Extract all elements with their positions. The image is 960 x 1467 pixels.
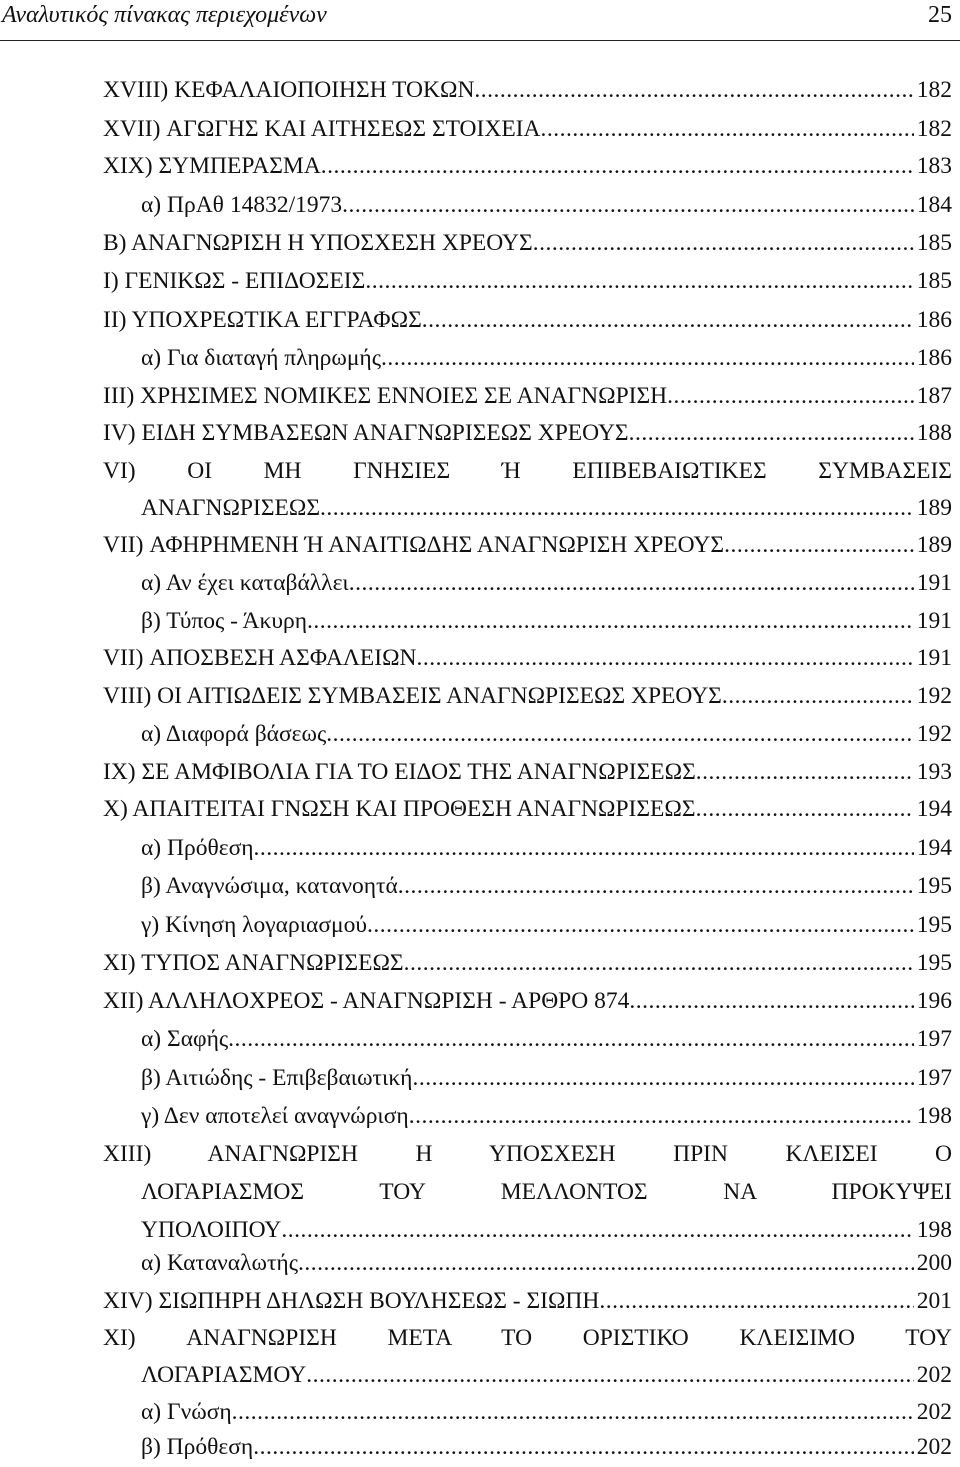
toc-entry: [103, 791, 952, 827]
toc-entry: [141, 603, 952, 639]
toc-entry-label: α) Σαφής: [141, 1026, 229, 1052]
toc-entry: [103, 678, 952, 714]
toc-entry-label: γ) Κίνηση λογαριασμού: [141, 912, 367, 938]
toc-entry: [103, 148, 952, 184]
toc-entry-page: 182: [916, 77, 952, 103]
toc-leader-dots: [307, 603, 914, 639]
toc-entry-page: 197: [916, 1065, 952, 1091]
toc-entry-label: XIV) ΣΙΩΠΗΡΗ ΔΗΛΩΣΗ ΒΟΥΛΗΣΕΩΣ - ΣΙΩΠΗ: [103, 1288, 600, 1314]
toc-entry-label: α) Αν έχει καταβάλλει: [141, 570, 349, 596]
toc-entry-page: 195: [916, 912, 952, 938]
toc-leader-dots: [474, 72, 913, 108]
toc-entry-line1: VI) ΟΙ ΜΗ ΓΝΗΣΙΕΣ Ή ΕΠΙΒΕΒΑΙΩΤΙΚΕΣ ΣΥΜΒΑΣΕΙΣ: [103, 458, 952, 484]
toc-leader-dots: [533, 225, 914, 261]
toc-entry: [141, 340, 952, 376]
toc-entry-line1: ΧΙΙΙ) ΑΝΑΓΝΩΡΙΣΗ Η ΥΠΟΣΧΕΣΗ ΠΡΙΝ ΚΛΕΙΣΕΙ Ο: [103, 1141, 952, 1167]
toc-entry-label: ΥΠΟΛΟΙΠΟΥ: [141, 1217, 282, 1243]
toc-entry-page: 189: [916, 495, 952, 521]
toc-leader-dots: [253, 1429, 914, 1465]
toc-entry: [141, 1212, 952, 1248]
toc-entry-label: ΛΟΓΑΡΙΑΣΜΟΥ: [141, 1362, 307, 1388]
toc-leader-dots: [404, 945, 914, 981]
toc-entry-label: α) Καταναλωτής: [141, 1250, 299, 1276]
toc-leader-dots: [281, 1212, 913, 1248]
toc-leader-dots: [326, 716, 913, 752]
toc-entry-page: 195: [916, 873, 952, 899]
toc-entry-label: Ι) ΓΕΝΙΚΩΣ - ΕΠΙΔΟΣΕΙΣ: [103, 268, 366, 294]
toc-entry: [141, 1021, 952, 1057]
toc-entry: [103, 945, 952, 981]
toc-entry-label: XIX) ΣΥΜΠΕΡΑΣΜΑ: [103, 153, 321, 179]
toc-leader-dots: [306, 1357, 914, 1393]
toc-entry: [103, 72, 952, 108]
toc-entry: [103, 302, 952, 338]
toc-entry: [141, 868, 952, 904]
toc-entry-page: 198: [916, 1217, 952, 1243]
toc-leader-dots: [540, 111, 913, 147]
toc-leader-dots: [320, 490, 914, 526]
toc-entry: [141, 830, 952, 866]
toc-leader-dots: [321, 148, 914, 184]
toc-entry: [141, 1394, 952, 1430]
toc-entry-page: 182: [916, 116, 952, 142]
toc-entry-label: VII) ΑΠΟΣΒΕΣΗ ΑΣΦΑΛΕΙΩΝ: [103, 645, 417, 671]
toc-entry-label: VIII) ΟΙ ΑΙΤΙΩΔΕΙΣ ΣΥΜΒΑΣΕΙΣ ΑΝΑΓΝΩΡΙΣΕΩΣ ΧΡΕΟΥΣ: [103, 683, 722, 709]
toc-entry-label: XVII) ΑΓΩΓΗΣ ΚΑΙ ΑΙΤΗΣΕΩΣ ΣΤΟΙΧΕΙΑ: [103, 116, 541, 142]
toc-entry-page: 202: [916, 1434, 952, 1460]
toc-entry: [103, 640, 952, 676]
toc-entry-page: 202: [916, 1362, 952, 1388]
toc-leader-dots: [667, 378, 914, 414]
header-page-number: 25: [928, 2, 952, 28]
toc-entry-label: β) Πρόθεση: [141, 1434, 254, 1460]
toc-entry-label: β) Αιτιώδης - Επιβεβαιωτική: [141, 1065, 413, 1091]
toc-leader-dots: [398, 868, 914, 904]
toc-entry-page: 197: [916, 1026, 952, 1052]
toc-entry-label: α) Πρόθεση: [141, 835, 254, 861]
toc-leader-dots: [724, 527, 914, 563]
toc-entry-label: Β) ΑΝΑΓΝΩΡΙΣΗ Η ΥΠΟΣΧΕΣΗ ΧΡΕΟΥΣ: [103, 230, 533, 256]
toc-entry-page: 194: [916, 835, 952, 861]
toc-entry-label: α) Γνώση: [141, 1399, 232, 1425]
toc-entry-label: α) Διαφορά βάσεως: [141, 721, 327, 747]
toc-entry-label: VII) ΑΦΗΡΗΜΕΝΗ Ή ΑΝΑΙΤΙΩΔΗΣ ΑΝΑΓΝΩΡΙΣΗ ΧΡΕΟΥΣ: [103, 532, 725, 558]
toc-entry-label: β) Τύπος - Άκυρη: [141, 608, 308, 634]
toc-entry-label: ΙΙ) ΥΠΟΧΡΕΩΤΙΚΑ ΕΓΓΡΑΦΩΣ: [103, 307, 422, 333]
toc-entry-label: Χ) ΑΠΑΙΤΕΙΤΑΙ ΓΝΩΣΗ ΚΑΙ ΠΡΟΘΕΣΗ ΑΝΑΓΝΩΡΙΣΕΩΣ: [103, 796, 696, 822]
toc-entry: [141, 1098, 952, 1134]
toc-leader-dots: [254, 830, 914, 866]
toc-leader-dots: [722, 678, 914, 714]
toc-leader-dots: [298, 1245, 914, 1281]
toc-entry-page: 191: [916, 608, 952, 634]
toc-entry: [141, 907, 952, 943]
toc-leader-dots: [365, 263, 913, 299]
toc-entry-label: ΑΝΑΓΝΩΡΙΣΕΩΣ: [141, 495, 321, 521]
toc-entry: [141, 565, 952, 601]
toc-entry: [141, 716, 952, 752]
toc-entry-page: 191: [916, 645, 952, 671]
toc-entry-page: 183: [916, 153, 952, 179]
toc-leader-dots: [629, 415, 914, 451]
toc-entry-label: α) ΠρΑθ 14832/1973: [141, 192, 343, 218]
toc-entry-label: β) Αναγνώσιμα, κατανοητά: [141, 873, 398, 899]
toc-entry: [103, 111, 952, 147]
toc-entry-page: 187: [916, 383, 952, 409]
toc-entry: [103, 527, 952, 563]
toc-entry: [141, 1357, 952, 1393]
toc-leader-dots: [417, 640, 914, 676]
toc-entry-label: XVIII) ΚΕΦΑΛΑΙΟΠΟΙΗΣΗ ΤΟΚΩΝ: [103, 77, 475, 103]
header-title: Αναλυτικός πίνακας περιεχομένων: [2, 2, 327, 28]
toc-entry: [103, 754, 952, 790]
toc-entry-page: 189: [916, 532, 952, 558]
toc-entry-page: 188: [916, 420, 952, 446]
toc-entry-line1: XI) ΑΝΑΓΝΩΡΙΣΗ ΜΕΤΑ ΤΟ ΟΡΙΣΤΙΚΟ ΚΛΕΙΣΙΜΟ ΤΟΥ: [103, 1325, 952, 1351]
toc-entry-page: 195: [916, 950, 952, 976]
page-header: [0, 0, 960, 41]
toc-entry-page: 184: [916, 192, 952, 218]
toc-leader-dots: [696, 754, 914, 790]
toc-entry-page: 196: [916, 988, 952, 1014]
toc-entry: [103, 263, 952, 299]
toc-leader-dots: [422, 302, 914, 338]
toc-entry-label: γ) Δεν αποτελεί αναγνώριση: [141, 1103, 409, 1129]
toc-leader-dots: [412, 1060, 913, 1096]
toc-entry-page: 191: [916, 570, 952, 596]
toc-leader-dots: [381, 340, 914, 376]
toc-entry: [141, 187, 952, 223]
toc-entry: [141, 1429, 952, 1465]
toc-leader-dots: [599, 1283, 913, 1319]
toc-leader-dots: [629, 983, 913, 1019]
toc-entry-label: ΧΙΙ) ΑΛΛΗΛΟΧΡΕΟΣ - ΑΝΑΓΝΩΡΙΣΗ - ΑΡΘΡΟ 874: [103, 988, 630, 1014]
toc-entry: [103, 378, 952, 414]
toc-entry: [103, 983, 952, 1019]
toc-entry-label: IX) ΣΕ ΑΜΦΙΒΟΛΙΑ ΓΙΑ ΤΟ ΕΙΔΟΣ ΤΗΣ ΑΝΑΓΝΩΡΙΣΕΩΣ: [103, 759, 696, 785]
toc-entry-label: α) Για διαταγή πληρωμής: [141, 345, 382, 371]
toc-entry-label: IV) ΕΙΔΗ ΣΥΜΒΑΣΕΩΝ ΑΝΑΓΝΩΡΙΣΕΩΣ ΧΡΕΟΥΣ: [103, 420, 629, 446]
toc-leader-dots: [696, 791, 914, 827]
toc-entry: [141, 1245, 952, 1281]
toc-leader-dots: [367, 907, 914, 943]
toc-entry-line2: ΛΟΓΑΡΙΑΣΜΟΣ ΤΟΥ ΜΕΛΛΟΝΤΟΣ ΝΑ ΠΡΟΚΥΨΕΙ: [141, 1179, 952, 1205]
toc-entry-page: 193: [916, 759, 952, 785]
toc-entry-page: 192: [916, 683, 952, 709]
toc-entry: [103, 415, 952, 451]
toc-entry-page: 185: [916, 230, 952, 256]
toc-entry-page: 186: [916, 307, 952, 333]
toc-leader-dots: [409, 1098, 914, 1134]
toc-leader-dots: [232, 1394, 914, 1430]
toc-leader-dots: [342, 187, 914, 223]
toc-entry-page: 186: [916, 345, 952, 371]
toc-entry-page: 185: [916, 268, 952, 294]
toc-entry-label: ΙΙΙ) ΧΡΗΣΙΜΕΣ ΝΟΜΙΚΕΣ ΕΝΝΟΙΕΣ ΣΕ ΑΝΑΓΝΩΡΙΣΗ: [103, 383, 668, 409]
toc-entry-page: 194: [916, 796, 952, 822]
toc-entry-page: 198: [916, 1103, 952, 1129]
toc-entry-page: 200: [916, 1250, 952, 1276]
toc-entry: [103, 225, 952, 261]
toc-entry: [103, 1283, 952, 1319]
toc-entry: [141, 1060, 952, 1096]
toc-entry-label: ΧΙ) ΤΥΠΟΣ ΑΝΑΓΝΩΡΙΣΕΩΣ: [103, 950, 404, 976]
toc-entry-page: 192: [916, 721, 952, 747]
toc-entry-page: 202: [916, 1399, 952, 1425]
toc-leader-dots: [228, 1021, 914, 1057]
toc-entry-page: 201: [916, 1288, 952, 1314]
toc-leader-dots: [349, 565, 914, 601]
toc-entry: [141, 490, 952, 526]
